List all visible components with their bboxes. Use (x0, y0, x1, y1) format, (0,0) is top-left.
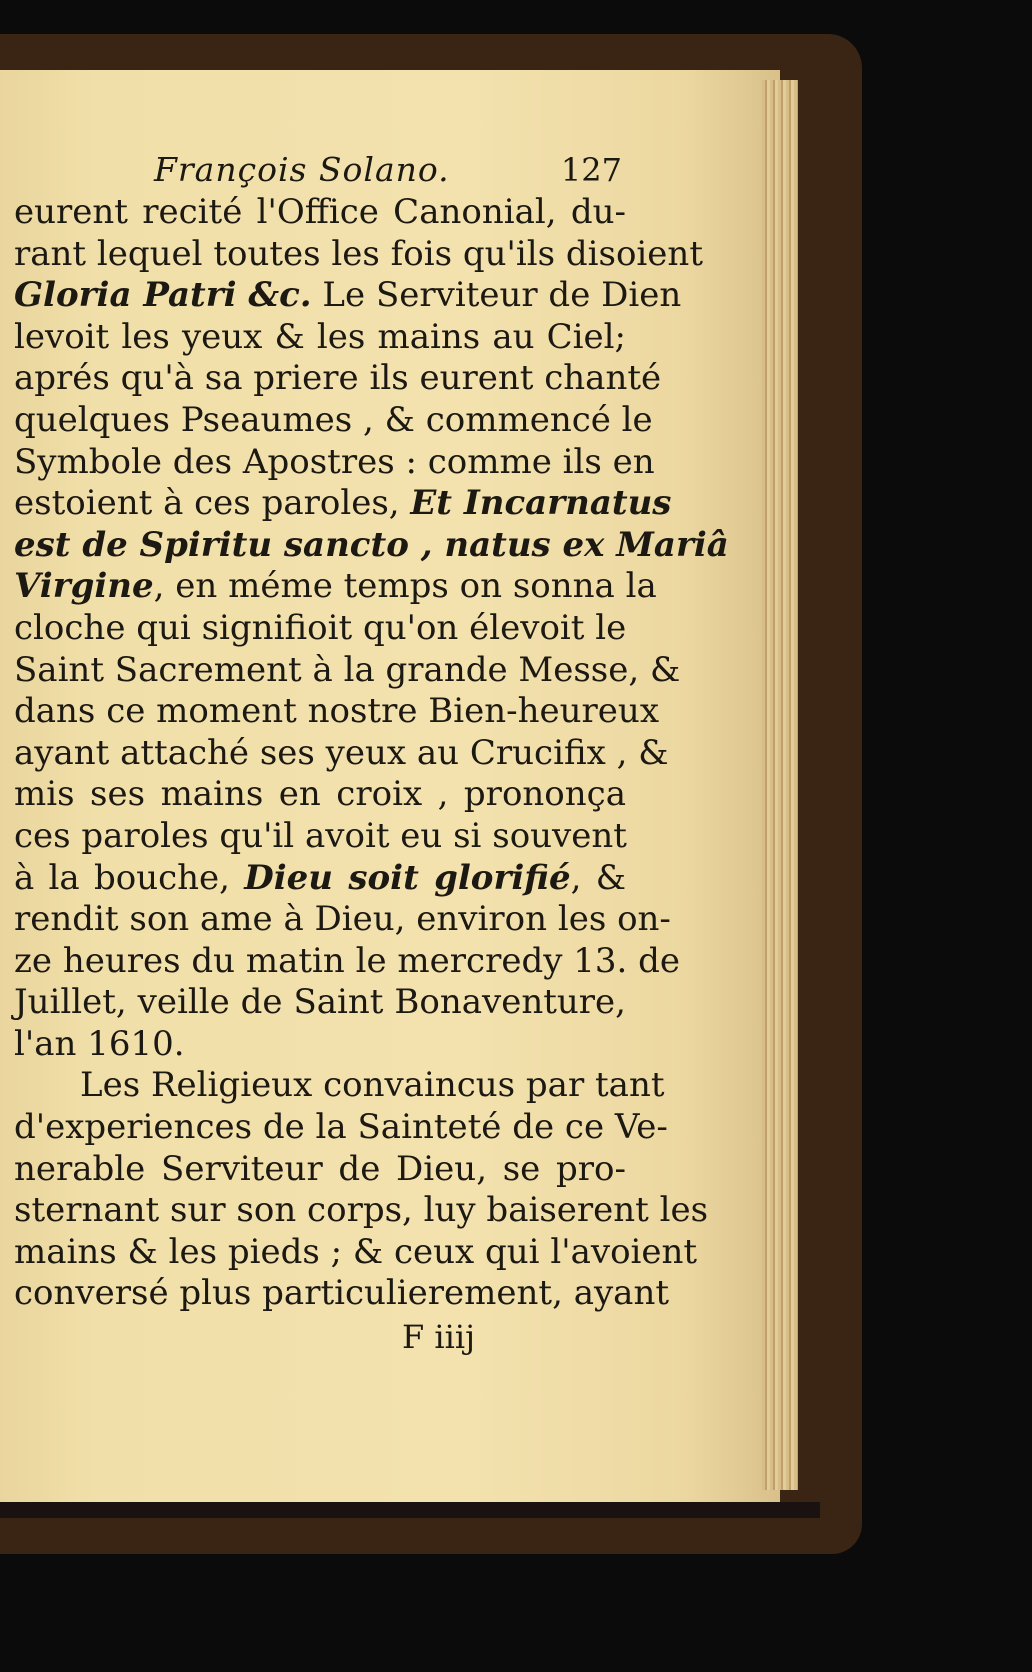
text-line (14, 1149, 626, 1191)
text-segment: aprés qu'à sa priere ils eurent chanté (14, 358, 662, 399)
text-segment: estoient à ces paroles, (14, 483, 411, 524)
text-segment: mains & les pieds ; & ceux qui l'avoient (14, 1231, 698, 1272)
text-segment: à la bouche, (14, 857, 245, 898)
text-line (14, 816, 626, 858)
text-segment: rant lequel toutes les fois qu'ils disoient (14, 233, 703, 274)
text-line (14, 899, 671, 941)
signature-mark: F iiij (402, 1318, 475, 1357)
text-line (14, 317, 626, 359)
text-segment: , & (570, 857, 626, 898)
text-line (14, 1107, 668, 1149)
italic-text: Dieu soit glorifié (244, 857, 571, 898)
text-segment: Symbole des Apostres : comme ils en (14, 441, 655, 482)
text-segment: nerable Serviteur de Dieu, se pro- (14, 1148, 626, 1189)
text-line (14, 1231, 698, 1274)
text-segment: eurent recité l'Office Canonial, du- (14, 192, 626, 232)
text-line (14, 233, 703, 276)
text-segment: ces paroles qu'il avoit eu si souvent (14, 815, 627, 856)
italic-text: Gloria Patri &c. (14, 275, 312, 316)
text-segment: cloche qui signifioit qu'on élevoit le (14, 607, 627, 648)
text-segment: sternant sur son corps, luy baiserent les (14, 1190, 709, 1231)
text-segment: Juillet, veille de Saint Bonaventure, (14, 982, 626, 1023)
page-edges (762, 80, 798, 1490)
text-line (14, 275, 682, 317)
text-segment: d'experiences de la Sainteté de ce Ve- (14, 1107, 668, 1148)
text-segment: Les Religieux convaincus par tant (80, 1065, 665, 1106)
text-line (14, 649, 681, 692)
text-line (14, 358, 662, 400)
text-segment: Le Serviteur de Dien (311, 275, 682, 316)
text-segment: conversé plus particulierement, ayant (14, 1273, 670, 1314)
text-segment: levoit les yeux & les mains au Ciel; (14, 316, 626, 357)
text-line (14, 940, 680, 983)
page-text (14, 150, 729, 1359)
text-line (14, 858, 626, 900)
italic-text: est de Spiritu sancto , natus ex Mariâ (14, 524, 729, 565)
body-text (14, 192, 729, 1315)
text-segment: rendit son ame à Dieu, environ les on- (14, 899, 671, 940)
text-line (14, 1024, 626, 1066)
text-line (14, 483, 672, 525)
running-header (154, 150, 626, 192)
text-segment: ze heures du matin le mercredy 13. de (14, 940, 680, 981)
text-line (14, 1190, 709, 1232)
italic-text: Et Incarnatus (410, 483, 672, 524)
text-line (14, 608, 626, 650)
text-line (14, 566, 657, 608)
text-line (14, 982, 626, 1024)
italic-text: Virgine (14, 566, 154, 607)
text-line (14, 524, 729, 567)
text-segment: mis ses mains en croix , prononça (14, 774, 626, 815)
text-segment: ayant attaché ses yeux au Crucifix , & (14, 732, 669, 773)
page-number: 127 (560, 151, 622, 189)
binding-shadow (0, 1502, 820, 1518)
text-line (14, 399, 653, 442)
text-line (14, 691, 659, 733)
text-line (14, 732, 669, 775)
text-line (14, 441, 655, 484)
text-segment: dans ce moment nostre Bien-heureux (14, 691, 659, 732)
text-line (14, 774, 626, 816)
text-segment: quelques Pseaumes , & commencé le (14, 399, 653, 440)
text-segment: , en méme temps on sonna la (153, 566, 657, 607)
text-line (14, 1065, 665, 1107)
text-segment: Saint Sacrement à la grande Messe, & (14, 649, 681, 690)
text-segment: l'an 1610. (14, 1023, 185, 1064)
text-line (14, 1273, 670, 1315)
running-title: François Solano. (154, 150, 450, 189)
text-line (14, 192, 626, 234)
